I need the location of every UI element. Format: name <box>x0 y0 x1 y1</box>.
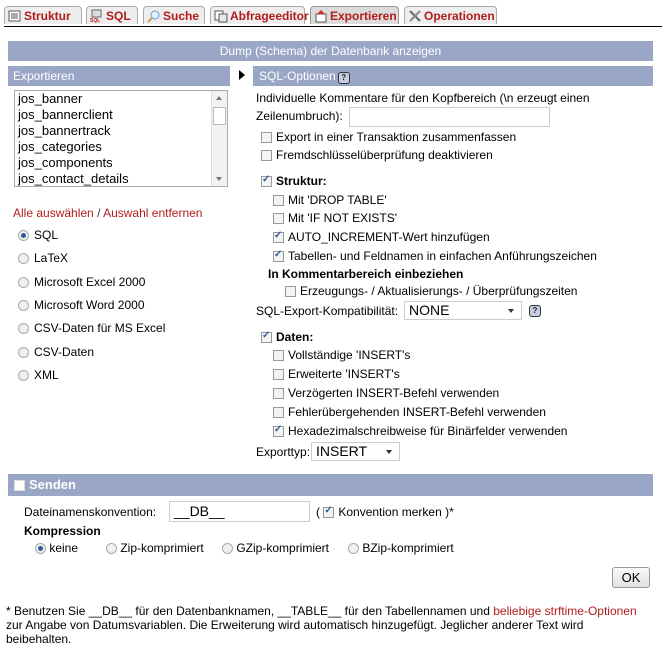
export-type-value: INSERT <box>316 443 368 459</box>
option-label: Erweiterte 'INSERT's <box>288 367 400 381</box>
checkbox[interactable] <box>261 332 272 343</box>
ignore-insert-option[interactable] <box>273 405 546 419</box>
checkbox[interactable] <box>323 507 334 518</box>
export-type-select[interactable] <box>311 442 400 461</box>
list-item[interactable]: jos_categories <box>18 139 102 154</box>
tab-label: Exportieren <box>330 9 397 23</box>
scroll-down-icon[interactable] <box>216 177 222 181</box>
sql-icon <box>90 9 104 23</box>
option-label: Mit 'DROP TABLE' <box>288 193 387 207</box>
search-icon <box>147 9 161 23</box>
drop-table-option[interactable] <box>273 193 387 207</box>
radio-button[interactable] <box>18 253 29 264</box>
checkbox[interactable] <box>285 286 296 297</box>
format-excel[interactable] <box>18 275 145 289</box>
if-not-exists-option[interactable] <box>273 211 397 225</box>
radio-button[interactable] <box>35 543 46 554</box>
footnote <box>6 604 646 646</box>
export-panel-header: Exportieren <box>8 66 230 86</box>
format-label: CSV-Daten <box>34 345 95 359</box>
radio-button[interactable] <box>18 323 29 334</box>
checkbox[interactable] <box>273 350 284 361</box>
selection-links <box>13 206 202 220</box>
deselect-all-link[interactable]: Auswahl entfernen <box>103 206 203 220</box>
scroll-thumb[interactable] <box>213 107 226 125</box>
send-label: Senden <box>29 477 76 492</box>
listbox-scrollbar[interactable] <box>211 91 227 186</box>
compat-help-icon[interactable]: ? <box>529 305 541 317</box>
radio-button[interactable] <box>348 543 359 554</box>
checkbox[interactable] <box>273 388 284 399</box>
format-word[interactable] <box>18 298 145 312</box>
option-label: AUTO_INCREMENT-Wert hinzufügen <box>288 230 490 244</box>
tab-bar <box>4 4 662 27</box>
chevron-down-icon <box>508 309 514 313</box>
list-item[interactable]: jos_bannerclient <box>18 107 113 122</box>
compat-label: SQL-Export-Kompatibilität: <box>256 304 399 318</box>
checkbox[interactable] <box>273 213 284 224</box>
remember-label: Konvention merken )* <box>338 505 454 519</box>
table-listbox[interactable] <box>14 90 228 187</box>
timestamps-option[interactable] <box>285 284 577 298</box>
tab-label: Operationen <box>424 9 495 23</box>
format-csv[interactable] <box>18 345 94 359</box>
structure-option[interactable] <box>261 174 327 188</box>
radio-button[interactable] <box>18 300 29 311</box>
compression-zip[interactable] <box>106 541 204 555</box>
format-label: SQL <box>34 228 59 242</box>
hex-binary-option[interactable] <box>273 424 567 438</box>
format-label: LaTeX <box>34 251 69 265</box>
scroll-up-icon[interactable] <box>216 96 222 100</box>
compression-option-label: BZip-komprimiert <box>362 541 454 555</box>
checkbox[interactable] <box>261 150 272 161</box>
option-label: Export in einer Transaktion zusammenfassen <box>276 130 517 144</box>
format-latex[interactable] <box>18 251 68 265</box>
list-item[interactable]: jos_components <box>18 155 113 170</box>
help-icon[interactable]: ? <box>338 72 350 84</box>
radio-button[interactable] <box>18 347 29 358</box>
format-csv-excel[interactable] <box>18 321 165 335</box>
format-label: Microsoft Word 2000 <box>34 298 145 312</box>
comment-label: Individuelle Kommentare für den Kopfbereich (\n erzeugt einen <box>256 91 590 105</box>
complete-inserts-option[interactable] <box>273 348 410 362</box>
comment-section-label: In Kommentarbereich einbeziehen <box>268 267 464 281</box>
chevron-down-icon <box>386 450 392 454</box>
format-xml[interactable] <box>18 368 59 382</box>
filename-input[interactable] <box>169 501 310 522</box>
ok-button[interactable]: OK <box>612 567 650 588</box>
checkbox[interactable] <box>273 426 284 437</box>
tab-struktur[interactable] <box>4 6 82 24</box>
export-type-label: Exporttyp: <box>256 445 311 459</box>
format-sql[interactable] <box>18 228 58 242</box>
backquotes-option[interactable] <box>273 249 597 263</box>
filename-label: Dateinamenskonvention: <box>24 505 157 519</box>
compression-option-label: keine <box>49 541 79 555</box>
format-label: Microsoft Excel 2000 <box>34 275 146 289</box>
compression-option-label: GZip-komprimiert <box>236 541 330 555</box>
remember-option[interactable] <box>316 505 454 519</box>
comment-label-cont: Zeilenumbruch): <box>256 109 343 123</box>
tab-abfrageeditor[interactable] <box>210 6 309 24</box>
compression-gzip[interactable] <box>222 541 329 555</box>
checkbox[interactable] <box>273 195 284 206</box>
tab-operationen[interactable] <box>404 6 497 24</box>
fk-checks-option[interactable] <box>261 148 493 162</box>
format-label: CSV-Daten für MS Excel <box>34 321 166 335</box>
expand-arrow-icon[interactable] <box>239 70 245 80</box>
query-editor-icon <box>214 9 228 23</box>
tab-label: SQL <box>106 9 131 23</box>
structure-icon <box>8 9 22 23</box>
select-all-link[interactable]: Alle auswählen <box>13 206 94 220</box>
paren-open: ( <box>316 505 320 519</box>
tab-label: Suche <box>163 9 200 23</box>
radio-button[interactable] <box>18 277 29 288</box>
operations-icon <box>408 9 422 23</box>
checkbox[interactable] <box>273 369 284 380</box>
footnote-text: zur Angabe von Datumsvariablen. Die Erweiterung wird automatisch hinzugefügt. Jeglicher anderer Text wird beibehalten. <box>6 618 584 646</box>
tab-exportieren[interactable] <box>310 6 399 24</box>
option-label: Tabellen- und Feldnamen in einfachen Anführungszeichen <box>288 249 597 263</box>
option-label: Erzeugungs- / Aktualisierungs- / Überprüfungszeiten <box>300 284 578 298</box>
checkbox[interactable] <box>273 232 284 243</box>
svg-text:SQL: SQL <box>90 18 101 23</box>
main-header: Dump (Schema) der Datenbank anzeigen <box>8 41 653 61</box>
footnote-text: * Benutzen Sie __DB__ für den Datenbanknamen, __TABLE__ für den Tabellennamen und <box>6 604 494 618</box>
compression-bzip[interactable] <box>348 541 454 555</box>
tab-suche[interactable] <box>143 6 205 24</box>
checkbox[interactable] <box>273 251 284 262</box>
option-label: Hexadezimalschreibweise für Binärfelder verwenden <box>288 424 568 438</box>
compression-option-label: Zip-komprimiert <box>120 541 204 555</box>
filename-value: __DB__ <box>174 503 225 519</box>
list-item[interactable]: jos_bannertrack <box>18 123 111 138</box>
list-item[interactable]: jos_banner <box>18 91 83 106</box>
delayed-insert-option[interactable] <box>273 386 499 400</box>
export-icon <box>314 9 328 23</box>
compression-label: Kompression <box>24 524 101 538</box>
checkbox[interactable] <box>261 176 272 187</box>
radio-button[interactable] <box>106 543 117 554</box>
strftime-link[interactable]: beliebige strftime-Optionen <box>493 604 637 618</box>
option-label: Fehlerübergehenden INSERT-Befehl verwenden <box>288 405 546 419</box>
auto-increment-option[interactable] <box>273 230 490 244</box>
send-header[interactable] <box>8 474 653 496</box>
comment-input[interactable] <box>349 107 550 127</box>
option-label: Vollständige 'INSERT's <box>288 348 411 362</box>
link-separator: / <box>97 206 101 220</box>
compression-none[interactable] <box>35 541 78 555</box>
format-label: XML <box>34 368 59 382</box>
sql-options-title: SQL-Optionen <box>259 69 336 83</box>
checkbox[interactable] <box>273 407 284 418</box>
sql-options-header <box>253 66 653 86</box>
option-label: Mit 'IF NOT EXISTS' <box>288 211 398 225</box>
extended-inserts-option[interactable] <box>273 367 400 381</box>
compat-select[interactable] <box>404 301 522 320</box>
radio-button[interactable] <box>18 370 29 381</box>
option-label: Daten: <box>276 330 314 344</box>
tab-label: Abfrageeditor <box>230 9 309 23</box>
option-label: Fremdschlüsselüberprüfung deaktivieren <box>276 148 493 162</box>
send-checkbox[interactable] <box>14 480 25 491</box>
radio-button[interactable] <box>18 230 29 241</box>
radio-button[interactable] <box>222 543 233 554</box>
option-label: Struktur: <box>276 174 327 188</box>
tab-sql[interactable] <box>86 6 138 24</box>
tab-label: Struktur <box>24 9 71 23</box>
compat-value: NONE <box>409 302 450 318</box>
option-label: Verzögerten INSERT-Befehl verwenden <box>288 386 500 400</box>
checkbox[interactable] <box>261 132 272 143</box>
data-option[interactable] <box>261 330 313 344</box>
transaction-option[interactable] <box>261 130 516 144</box>
list-item[interactable]: jos_contact_details <box>18 171 129 186</box>
